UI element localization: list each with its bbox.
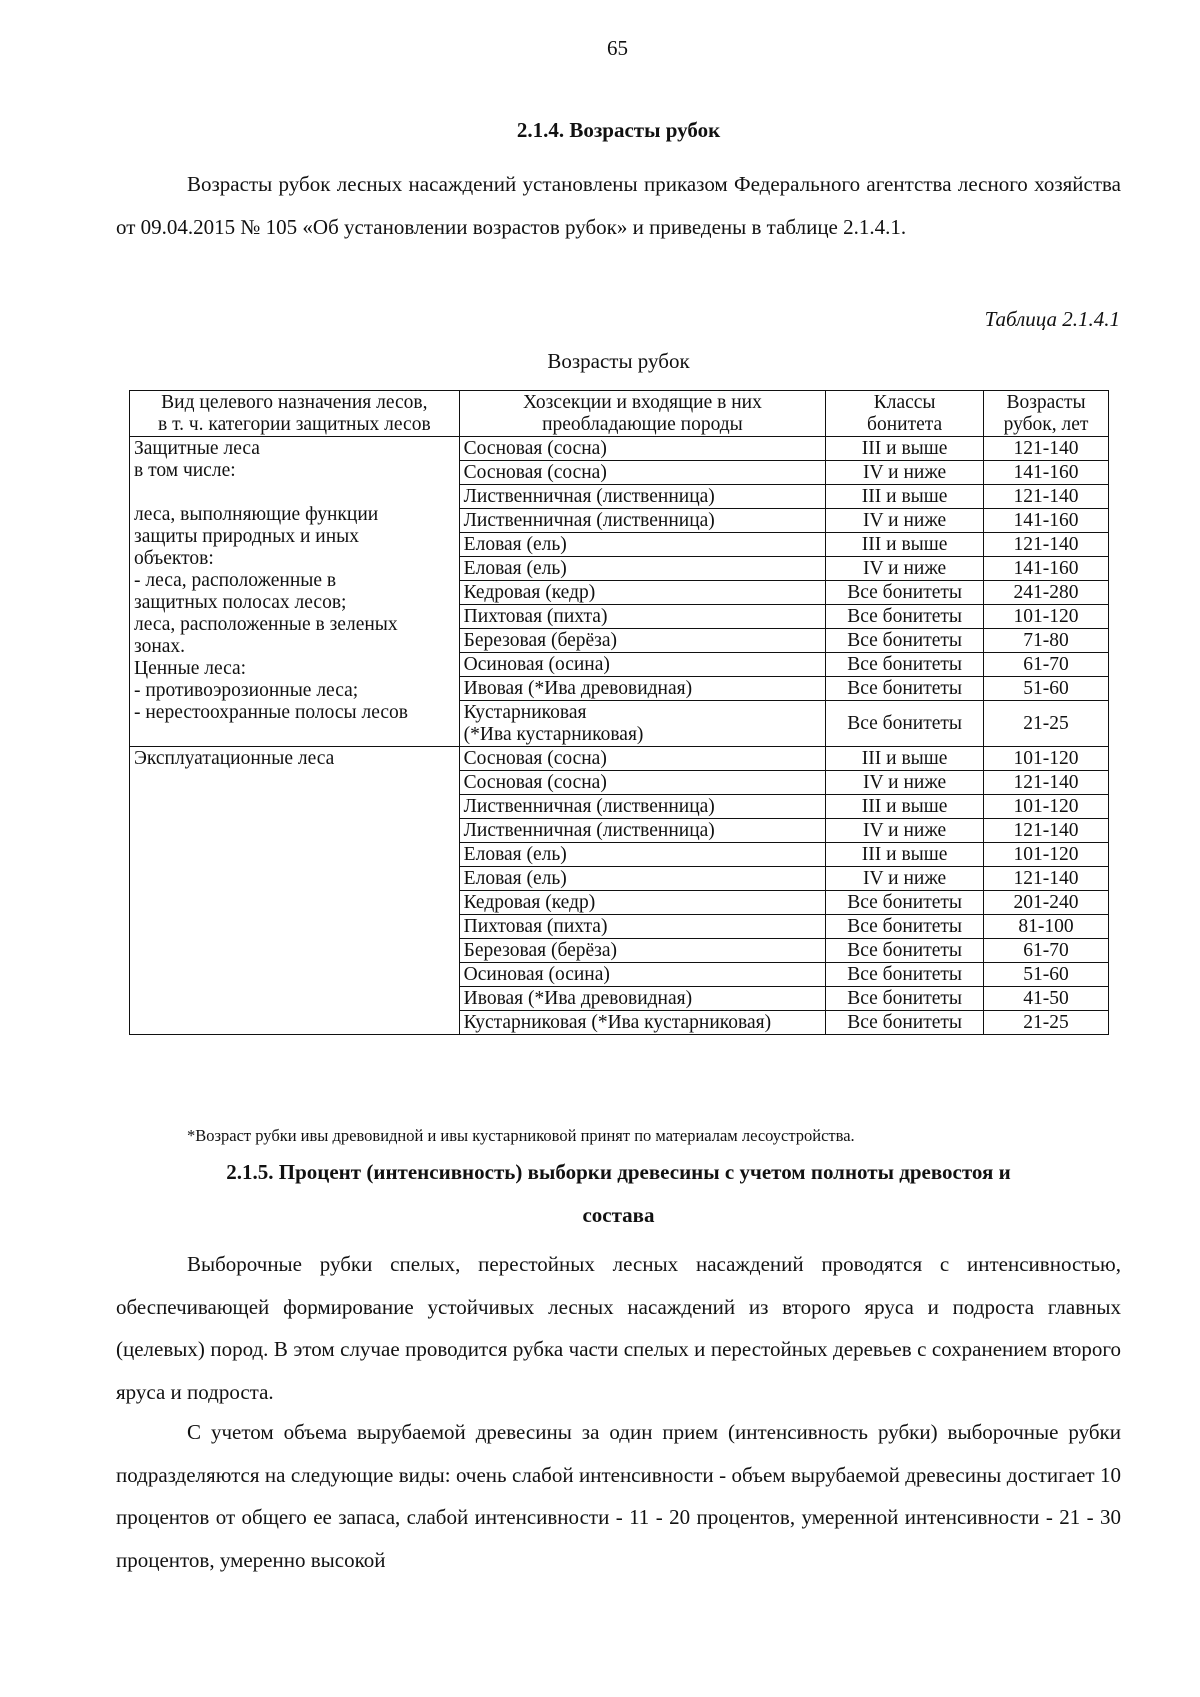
cell-section: Лиственничная (лиственница) xyxy=(459,509,826,533)
table-footnote: *Возраст рубки ивы древовидной и ивы кустарниковой принят по материалам лесоустройства. xyxy=(187,1126,855,1145)
cell-class: Все бонитеты xyxy=(826,653,984,677)
cell-section: Сосновая (сосна) xyxy=(459,747,826,771)
cell-section: Сосновая (сосна) xyxy=(459,771,826,795)
cell-section: Сосновая (сосна) xyxy=(459,461,826,485)
cell-age: 241-280 xyxy=(984,581,1109,605)
header-cutting-age: Возрасты рубок, лет xyxy=(984,391,1109,437)
cell-class: IV и ниже xyxy=(826,819,984,843)
cell-section: Кедровая (кедр) xyxy=(459,581,826,605)
header-economic-section: Хозсекции и входящие в них преобладающие породы xyxy=(459,391,826,437)
intro-paragraph: Возрасты рубок лесных насаждений установлены приказом Федерального агентства лесного хозяйства от 09.04.2015 № 105 «Об установлении возрастов рубок» и приведены в таблице 2.1.4.1. xyxy=(116,172,1121,239)
header-site-class: Классы бонитета xyxy=(826,391,984,437)
cell-class: IV и ниже xyxy=(826,461,984,485)
cell-class: III и выше xyxy=(826,795,984,819)
cell-section: Лиственничная (лиственница) xyxy=(459,819,826,843)
cell-class: Все бонитеты xyxy=(826,701,984,747)
table-row xyxy=(130,437,1109,461)
cell-class: Все бонитеты xyxy=(826,677,984,701)
cell-class: Все бонитеты xyxy=(826,629,984,653)
cell-class: Все бонитеты xyxy=(826,1011,984,1035)
cell-age: 101-120 xyxy=(984,747,1109,771)
category-exploitation-forests: Эксплуатационные леса xyxy=(130,747,460,1035)
cell-age: 121-140 xyxy=(984,819,1109,843)
cell-age: 101-120 xyxy=(984,795,1109,819)
cell-age: 41-50 xyxy=(984,987,1109,1011)
section-title-2-1-4: 2.1.4. Возрасты рубок xyxy=(516,118,721,142)
table-caption: Возрасты рубок xyxy=(547,349,690,373)
cell-age: 81-100 xyxy=(984,915,1109,939)
cell-age: 51-60 xyxy=(984,677,1109,701)
cell-age: 141-160 xyxy=(984,461,1109,485)
cell-class: Все бонитеты xyxy=(826,581,984,605)
cell-section: Лиственничная (лиственница) xyxy=(459,485,826,509)
cell-class: Все бонитеты xyxy=(826,987,984,1011)
cell-class: IV и ниже xyxy=(826,867,984,891)
cell-section: Березовая (берёза) xyxy=(459,629,826,653)
cell-age: 121-140 xyxy=(984,771,1109,795)
cell-age: 121-140 xyxy=(984,533,1109,557)
header-forest-purpose: Вид целевого назначения лесов, в т. ч. категории защитных лесов xyxy=(130,391,460,437)
cell-age: 141-160 xyxy=(984,557,1109,581)
cell-section: Еловая (ель) xyxy=(459,533,826,557)
cell-section: Кустарниковая (*Ива кустарниковая) xyxy=(459,1011,826,1035)
cell-section: Пихтовая (пихта) xyxy=(459,605,826,629)
section-title-line-2: состава xyxy=(582,1203,655,1227)
cell-age: 121-140 xyxy=(984,485,1109,509)
cell-section: Лиственничная (лиственница) xyxy=(459,795,826,819)
cell-section: Кедровая (кедр) xyxy=(459,891,826,915)
cell-class: III и выше xyxy=(826,437,984,461)
cell-age: 201-240 xyxy=(984,891,1109,915)
cell-class: Все бонитеты xyxy=(826,605,984,629)
page-number: 65 xyxy=(607,36,628,60)
section-title-line-1: 2.1.5. Процент (интенсивность) выборки древесины с учетом полноты древостоя и xyxy=(226,1160,1011,1184)
cell-class: III и выше xyxy=(826,747,984,771)
cell-age: 61-70 xyxy=(984,653,1109,677)
table-header-row xyxy=(130,391,1109,437)
table-row xyxy=(130,747,1109,771)
cell-class: Все бонитеты xyxy=(826,891,984,915)
table-number: Таблица 2.1.4.1 xyxy=(984,307,1120,331)
section-title-2-1-5 xyxy=(116,1160,1121,1228)
cell-class: Все бонитеты xyxy=(826,963,984,987)
cell-age: 71-80 xyxy=(984,629,1109,653)
cell-section: Еловая (ель) xyxy=(459,867,826,891)
cell-class: III и выше xyxy=(826,843,984,867)
cell-age: 51-60 xyxy=(984,963,1109,987)
cell-section: Ивовая (*Ива древовидная) xyxy=(459,987,826,1011)
cut-ages-table xyxy=(129,390,1109,1035)
cell-section: Осиновая (осина) xyxy=(459,963,826,987)
selective-cutting-paragraph: Выборочные рубки спелых, перестойных лесных насаждений проводятся с интенсивностью, обеспечивающей формирование устойчивых лесных насаждений из второго яруса и подроста главных (целевых) пород. В этом случае проводится рубка части спелых и перестойных деревьев с сохранением второго яруса и подроста. xyxy=(116,1252,1121,1404)
cell-age: 21-25 xyxy=(984,1011,1109,1035)
cell-age: 101-120 xyxy=(984,843,1109,867)
cell-section: Сосновая (сосна) xyxy=(459,437,826,461)
cell-class: IV и ниже xyxy=(826,771,984,795)
cell-section: Еловая (ель) xyxy=(459,557,826,581)
cell-age: 101-120 xyxy=(984,605,1109,629)
cell-class: III и выше xyxy=(826,533,984,557)
cell-age: 141-160 xyxy=(984,509,1109,533)
cell-age: 61-70 xyxy=(984,939,1109,963)
cell-class: Все бонитеты xyxy=(826,915,984,939)
cell-section: Еловая (ель) xyxy=(459,843,826,867)
cell-age: 121-140 xyxy=(984,437,1109,461)
cell-class: Все бонитеты xyxy=(826,939,984,963)
cell-class: IV и ниже xyxy=(826,557,984,581)
cell-section: Осиновая (осина) xyxy=(459,653,826,677)
category-protective-forests: Защитные леса в том числе: леса, выполняющие функции защиты природных и иных объектов: - леса, расположенные в защитных полосах лесов; леса, расположенные в зеленых зонах. Ценные леса: - противоэрозионные леса; - нерестоохранные полосы лесов xyxy=(130,437,460,747)
cell-age: 21-25 xyxy=(984,701,1109,747)
cell-section: Ивовая (*Ива древовидная) xyxy=(459,677,826,701)
cell-section: Березовая (берёза) xyxy=(459,939,826,963)
cell-section: Кустарниковая (*Ива кустарниковая) xyxy=(459,701,826,747)
cell-section: Пихтовая (пихта) xyxy=(459,915,826,939)
cell-class: IV и ниже xyxy=(826,509,984,533)
cell-age: 121-140 xyxy=(984,867,1109,891)
cutting-intensity-paragraph: С учетом объема вырубаемой древесины за один прием (интенсивность рубки) выборочные рубки подразделяются на следующие виды: очень слабой интенсивности - объем вырубаемой древесины достигает 10 процентов от общего ее запаса, слабой интенсивности - 11 - 20 процентов, умеренной интенсивности - 21 - 30 процентов, умеренно высокой xyxy=(116,1420,1121,1572)
cell-class: III и выше xyxy=(826,485,984,509)
